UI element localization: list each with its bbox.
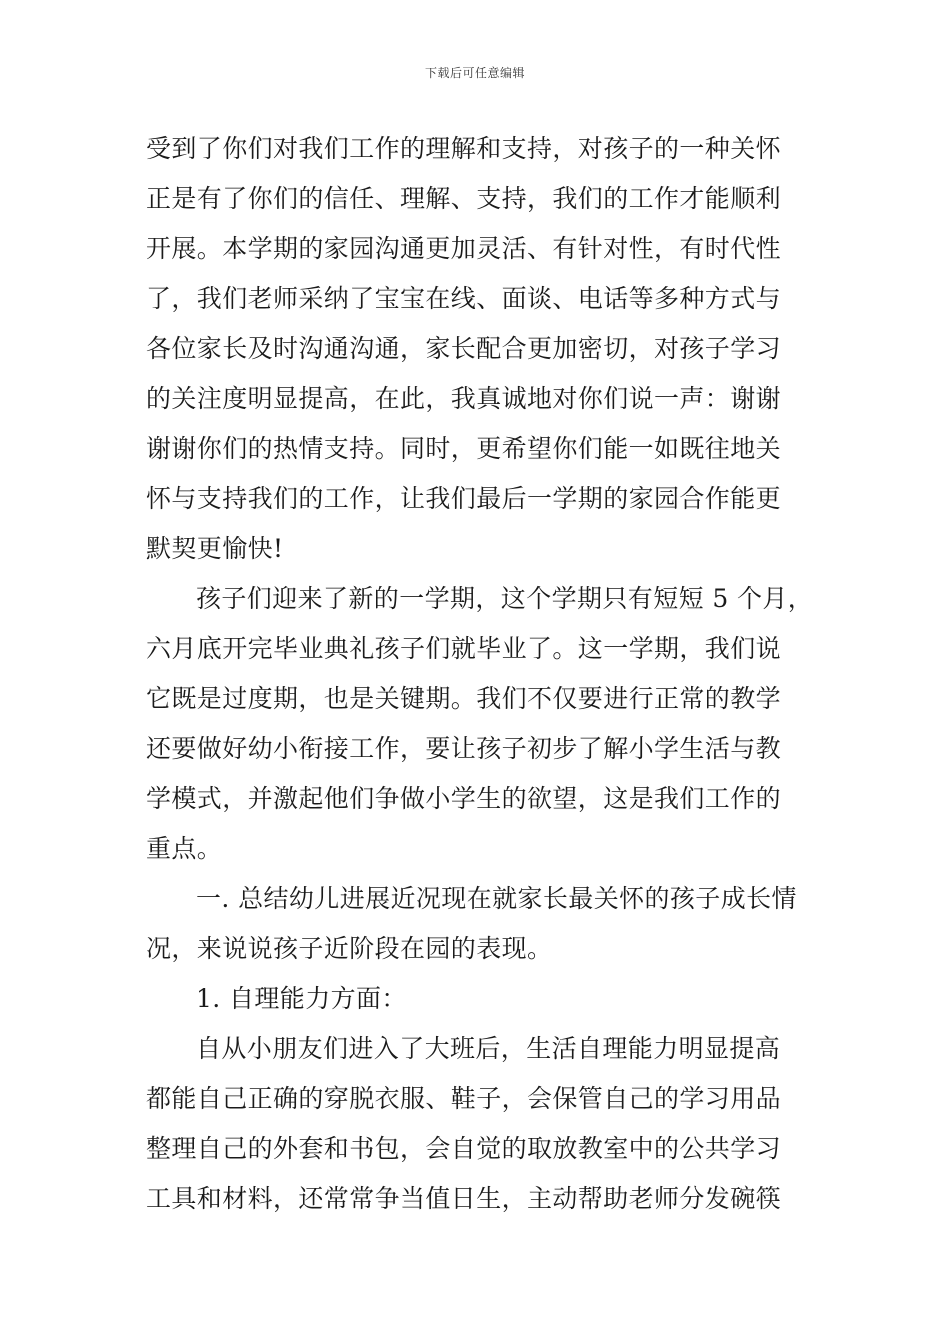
text-line: 重点。 xyxy=(146,834,223,863)
text-line: 谢谢你们的热情支持。同时，更希望你们能一如既往地关 xyxy=(146,434,782,463)
text-line: 各位家长及时沟通沟通，家长配合更加密切，对孩子学习 xyxy=(146,334,782,363)
text-line: 都能自己正确的穿脱衣服、鞋子，会保管自己的学习用品 xyxy=(146,1084,782,1113)
text-line: 1. 自理能力方面： xyxy=(196,984,407,1013)
text-line: 它既是过度期，也是关键期。我们不仅要进行正常的教学 xyxy=(146,684,782,713)
text-line: 的关注度明显提高，在此，我真诚地对你们说一声：谢谢 xyxy=(146,384,782,413)
text-line: 了，我们老师采纳了宝宝在线、面谈、电话等多种方式与 xyxy=(146,284,782,313)
text-line: 自从小朋友们进入了大班后，生活自理能力明显提高 xyxy=(196,1034,781,1063)
document-body xyxy=(146,124,814,1224)
text-line: 况，来说说孩子近阶段在园的表现。 xyxy=(146,934,553,963)
text-line: 一. 总结幼儿进展近况现在就家长最关怀的孩子成长情 xyxy=(196,884,797,913)
text-line: 整理自己的外套和书包，会自觉的取放教室中的公共学习 xyxy=(146,1134,782,1163)
text-line: 学模式，并激起他们争做小学生的欲望，这是我们工作的 xyxy=(146,784,782,813)
text-line: 六月底开完毕业典礼孩子们就毕业了。这一学期，我们说 xyxy=(146,634,782,663)
text-line: 工具和材料，还常常争当值日生，主动帮助老师分发碗筷 xyxy=(146,1184,782,1213)
text-line: 默契更愉快! xyxy=(146,534,284,563)
text-line: 开展。本学期的家园沟通更加灵活、有针对性，有时代性 xyxy=(146,234,782,263)
text-line: 孩子们迎来了新的一学期，这个学期只有短短 5 个月， xyxy=(196,584,814,613)
text-line: 受到了你们对我们工作的理解和支持，对孩子的一种关怀 xyxy=(146,134,782,163)
text-line: 正是有了你们的信任、理解、支持，我们的工作才能顺利 xyxy=(146,184,782,213)
text-line: 怀与支持我们的工作，让我们最后一学期的家园合作能更 xyxy=(146,484,782,513)
page-header-note: 下载后可任意编辑 xyxy=(424,66,525,80)
text-line: 还要做好幼小衔接工作，要让孩子初步了解小学生活与教 xyxy=(146,734,782,763)
